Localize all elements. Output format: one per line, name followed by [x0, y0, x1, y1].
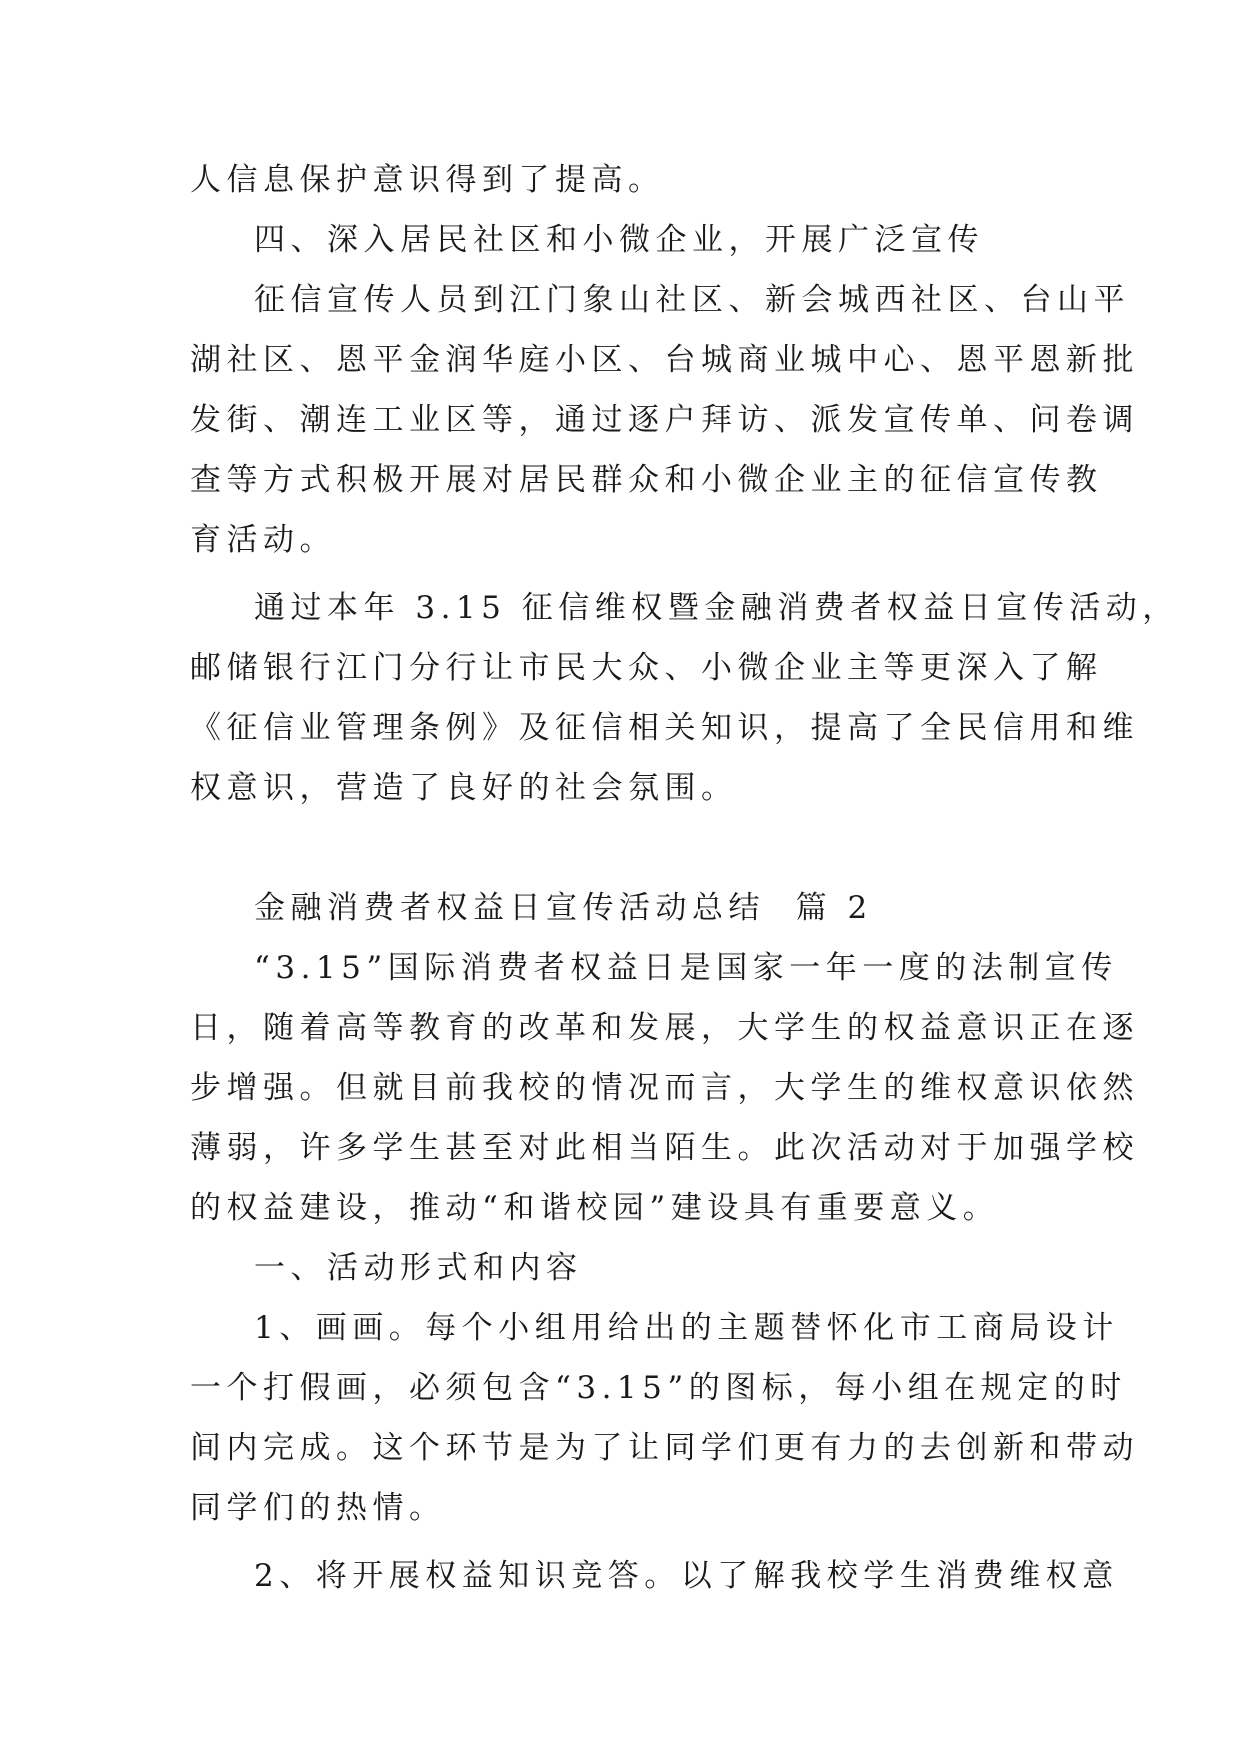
section-heading-4: 四、深入居民社区和小微企业，开展广泛宣传 [254, 222, 984, 258]
paragraph-line: 权意识，营造了良好的社会氛围。 [190, 770, 738, 806]
paragraph-line: 日，随着高等教育的改革和发展，大学生的权益意识正在逐 [190, 1010, 1139, 1046]
paragraph-line: 1、画画。每个小组用给出的主题替怀化市工商局设计 [254, 1310, 1119, 1346]
paragraph-line: 通过本年 3.15 征信维权暨金融消费者权益日宣传活动， [254, 590, 1179, 626]
paragraph-line: 《征信业管理条例》及征信相关知识，提高了全民信用和维 [190, 710, 1139, 746]
paragraph-intro [190, 938, 1139, 1238]
paragraph-line: 湖社区、恩平金润华庭小区、台城商业城中心、恩平恩新批 [190, 342, 1139, 378]
article-title: 金融消费者权益日宣传活动总结 篇 2 [254, 890, 873, 926]
list-item-drawing [190, 1298, 1139, 1538]
paragraph-line: 薄弱，许多学生甚至对此相当陌生。此次活动对于加强学校 [190, 1130, 1139, 1166]
paragraph-line: 同学们的热情。 [190, 1490, 446, 1526]
list-item-quiz [190, 1546, 1119, 1606]
paragraph-continuation: 人信息保护意识得到了提高。 [190, 162, 665, 198]
document-page [190, 150, 1179, 1606]
paragraph-line: 的权益建设，推动“和谐校园”建设具有重要意义。 [190, 1190, 1000, 1226]
section-heading-1: 一、活动形式和内容 [254, 1250, 583, 1286]
paragraph-line: 邮储银行江门分行让市民大众、小微企业主等更深入了解 [190, 650, 1103, 686]
paragraph-line: 2、将开展权益知识竞答。以了解我校学生消费维权意 [254, 1558, 1119, 1594]
paragraph-community-outreach [190, 270, 1139, 570]
paragraph-line: 查等方式积极开展对居民群众和小微企业主的征信宣传教 [190, 462, 1103, 498]
paragraph-line: 育活动。 [190, 522, 336, 558]
paragraph-conclusion [190, 578, 1179, 818]
paragraph-line: 发街、潮连工业区等，通过逐户拜访、派发宣传单、问卷调 [190, 402, 1139, 438]
paragraph-line: 步增强。但就目前我校的情况而言，大学生的维权意识依然 [190, 1070, 1139, 1106]
paragraph-line: 征信宣传人员到江门象山社区、新会城西社区、台山平 [254, 282, 1130, 318]
paragraph-line: 一个打假画，必须包含“3.15”的图标，每小组在规定的时 [190, 1370, 1127, 1406]
paragraph-line: “3.15”国际消费者权益日是国家一年一度的法制宣传 [254, 950, 1118, 986]
paragraph-line: 间内完成。这个环节是为了让同学们更有力的去创新和带动 [190, 1430, 1139, 1466]
